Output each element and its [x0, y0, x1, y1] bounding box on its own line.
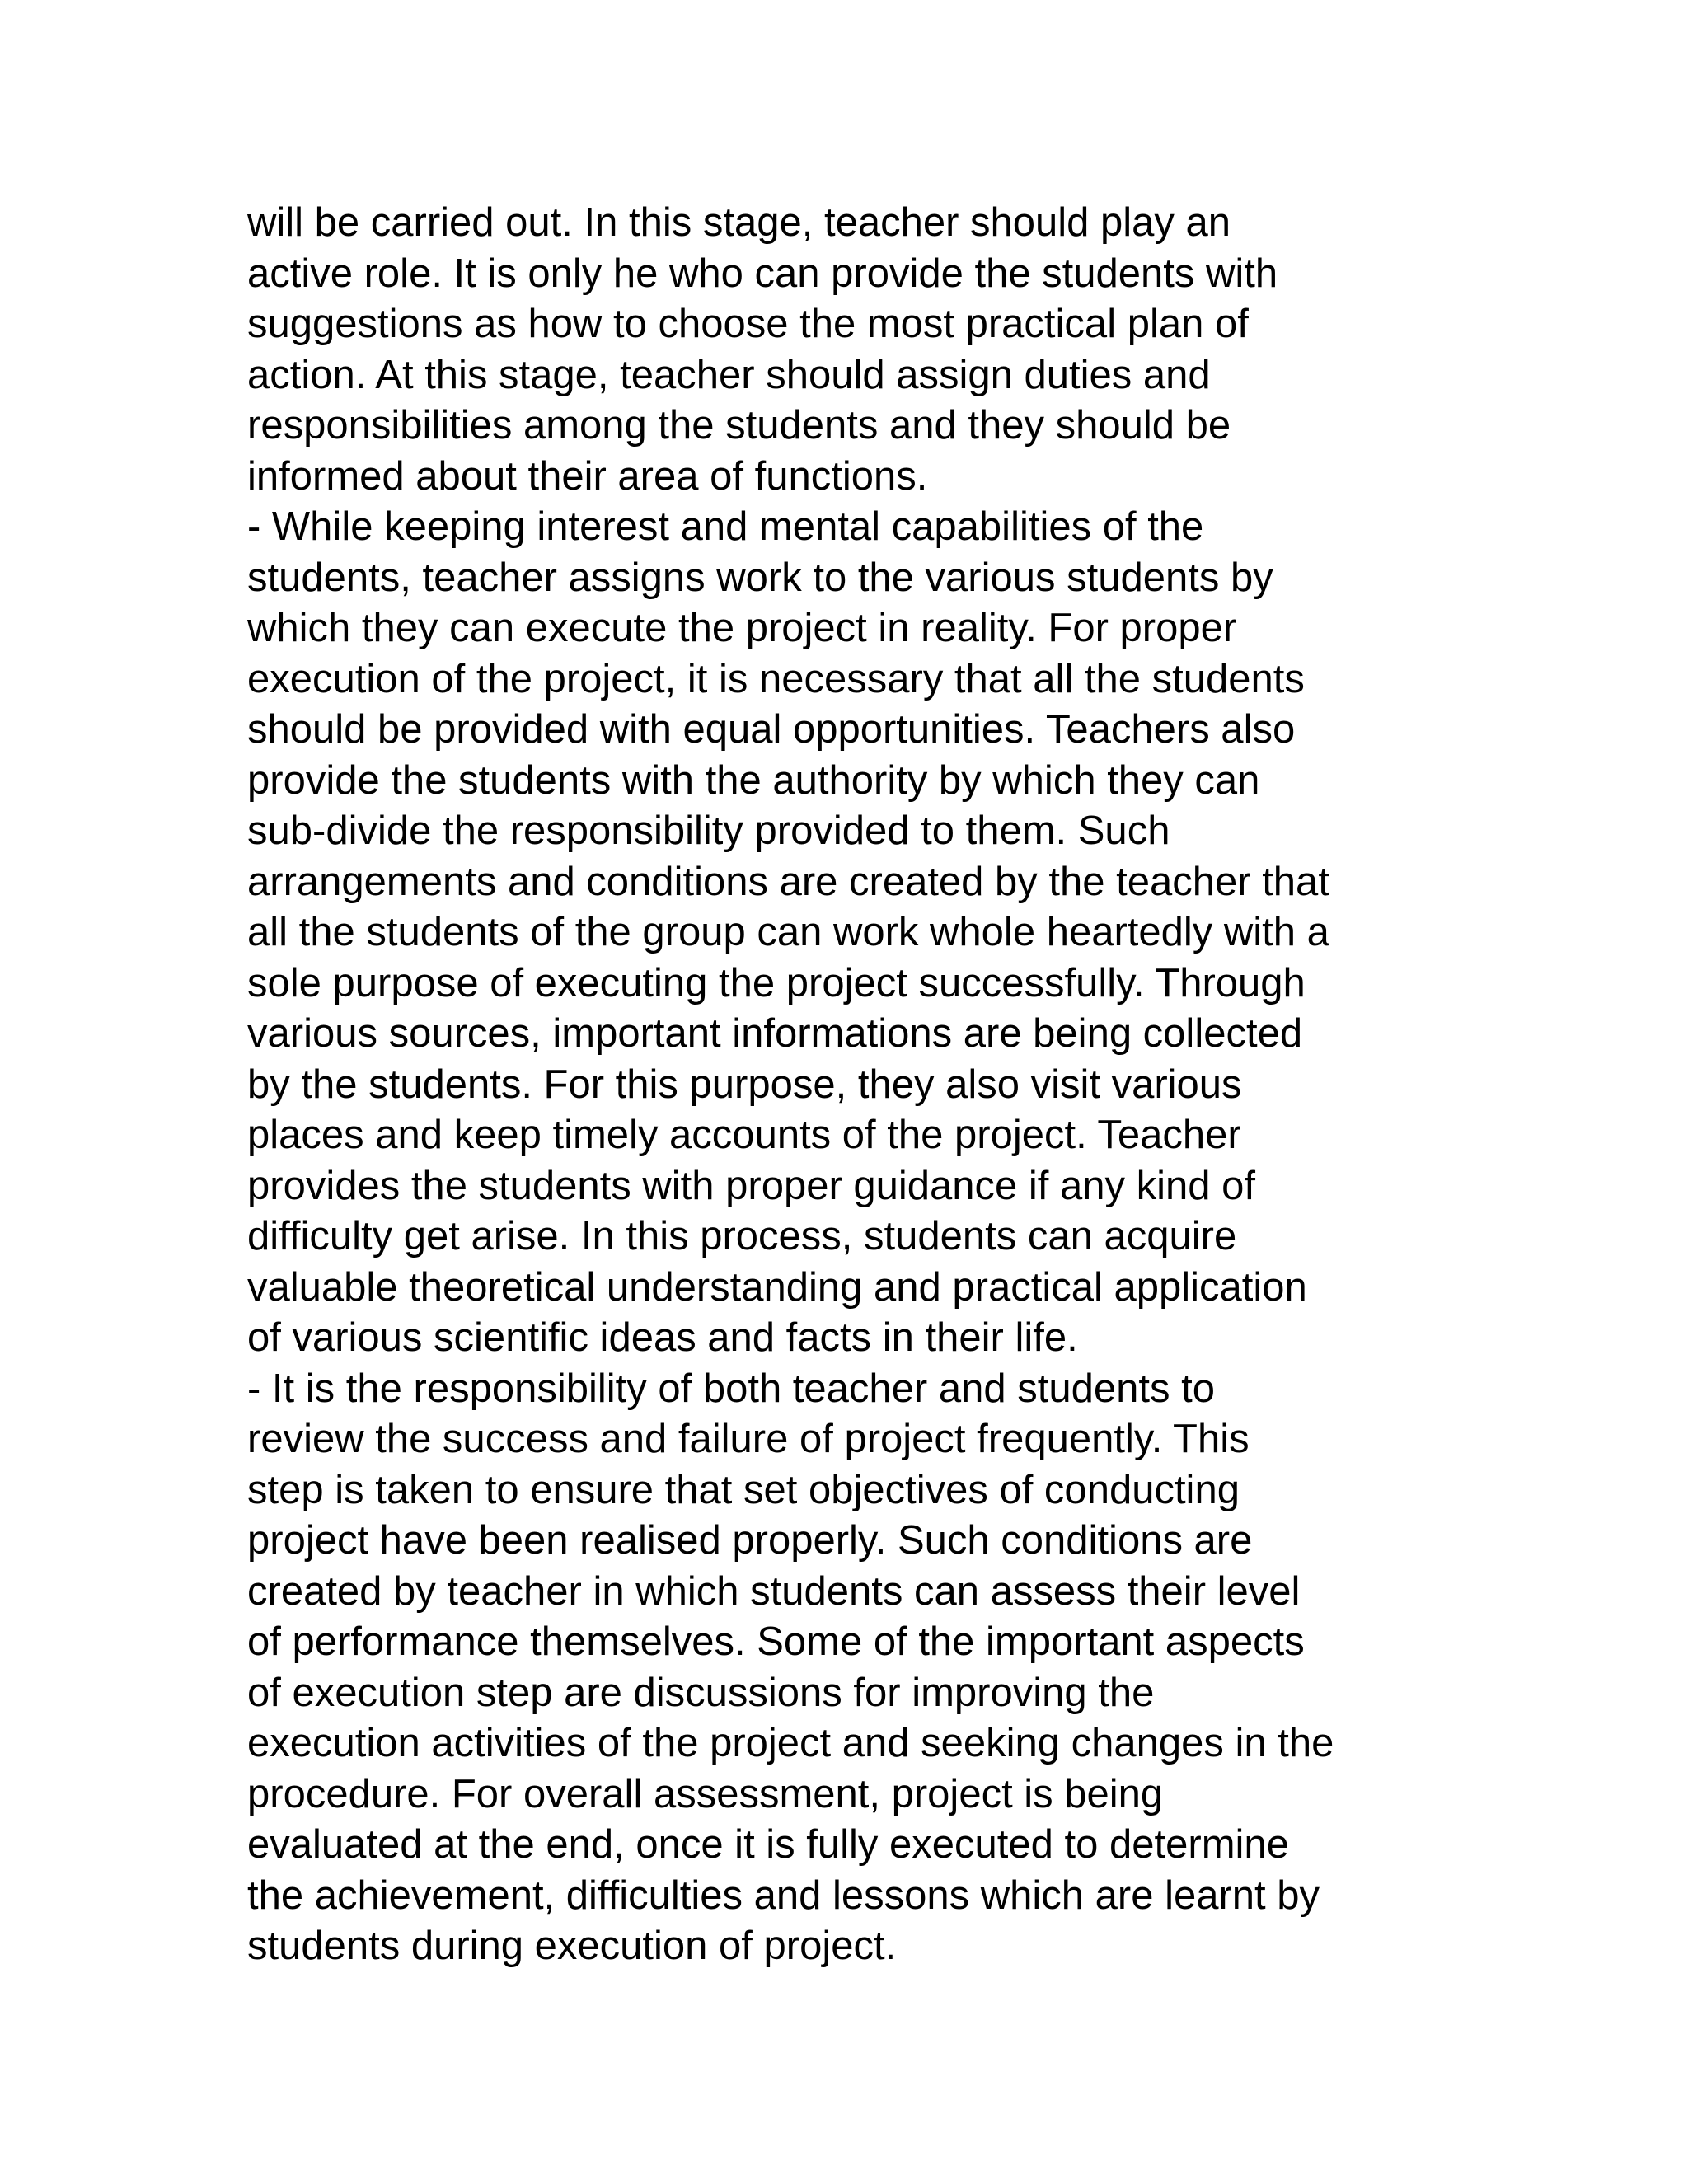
text-line: sole purpose of executing the project successfully. Through [247, 960, 1306, 1005]
text-line: sub-divide the responsibility provided to them. Such [247, 808, 1170, 853]
text-line: students, teacher assigns work to the various students by [247, 555, 1273, 600]
text-line: suggestions as how to choose the most practical plan of [247, 302, 1249, 346]
text-line: evaluated at the end, once it is fully executed to determine [247, 1822, 1289, 1867]
text-line: of execution step are discussions for improving the [247, 1670, 1155, 1715]
text-line: should be provided with equal opportunities. Teachers also [247, 707, 1296, 752]
text-line: will be carried out. In this stage, teacher should play an [247, 200, 1231, 245]
text-line: procedure. For overall assessment, project is being [247, 1771, 1164, 1816]
text-line: of performance themselves. Some of the important aspects [247, 1619, 1305, 1664]
text-line: step is taken to ensure that set objectives of conducting [247, 1467, 1240, 1512]
text-line: review the success and failure of project frequently. This [247, 1417, 1250, 1461]
text-line: arrangements and conditions are created by the teacher that [247, 859, 1329, 904]
text-line: students during execution of project. [247, 1924, 897, 1968]
text-line: the achievement, difficulties and lessons which are learnt by [247, 1872, 1320, 1918]
text-line: various sources, important informations are being collected [247, 1011, 1303, 1056]
text-line: provides the students with proper guidance if any kind of [247, 1163, 1256, 1208]
text-line: execution of the project, it is necessary that all the students [247, 656, 1305, 701]
text-line: places and keep timely accounts of the project. Teacher [247, 1113, 1241, 1157]
body-text [247, 198, 1451, 1972]
text-line: difficulty get arise. In this process, students can acquire [247, 1214, 1237, 1258]
text-line: which they can execute the project in reality. For proper [247, 606, 1237, 650]
text-line: project have been realised properly. Such conditions are [247, 1518, 1253, 1563]
text-line: informed about their area of functions. [247, 453, 928, 499]
text-line: action. At this stage, teacher should assign duties and [247, 352, 1211, 397]
text-line: responsibilities among the students and they should be [247, 403, 1231, 448]
text-line: - It is the responsibility of both teacher and students to [247, 1366, 1215, 1411]
text-line: all the students of the group can work whole heartedly with a [247, 910, 1329, 954]
text-line: of various scientific ideas and facts in their life. [247, 1315, 1078, 1360]
text-line: provide the students with the authority by which they can [247, 757, 1260, 803]
text-line: active role. It is only he who can provide the students with [247, 251, 1278, 296]
text-line: by the students. For this purpose, they also visit various [247, 1062, 1242, 1107]
text-line: valuable theoretical understanding and practical application [247, 1264, 1307, 1310]
text-line: - While keeping interest and mental capabilities of the [247, 504, 1204, 549]
text-line: created by teacher in which students can assess their level [247, 1568, 1301, 1614]
text-line: execution activities of the project and seeking changes in the [247, 1721, 1334, 1765]
